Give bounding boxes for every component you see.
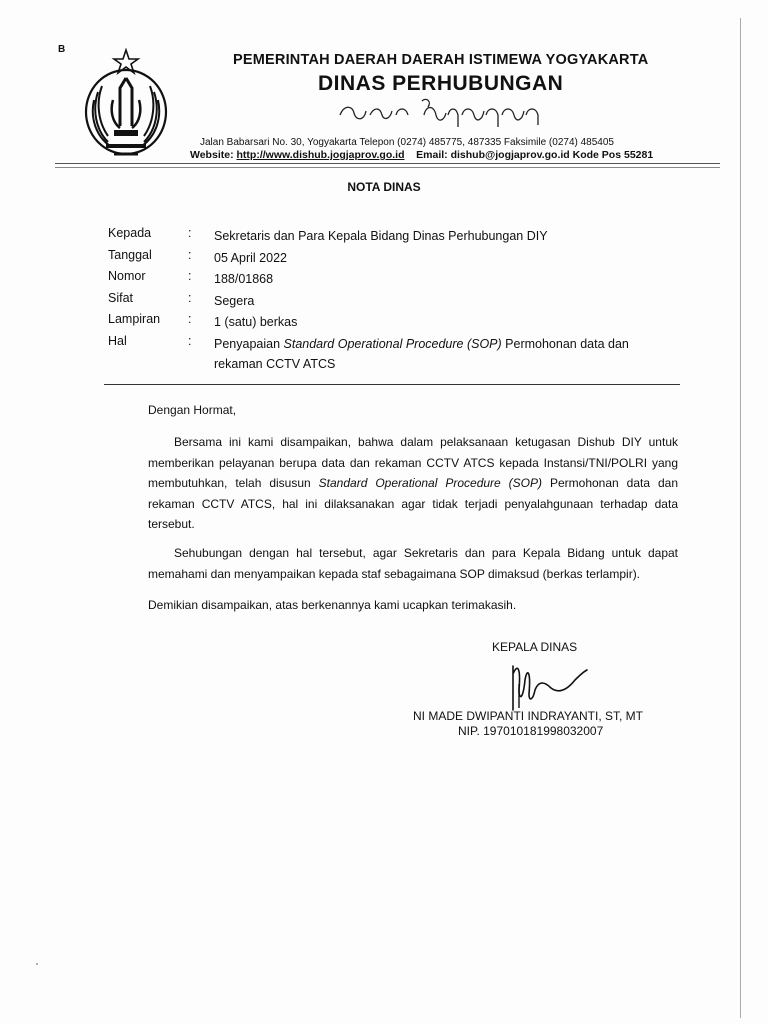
subject-italic: Standard Operational Procedure (SOP) bbox=[283, 336, 502, 351]
javanese-script-line bbox=[336, 97, 546, 131]
meta-colon: : bbox=[188, 247, 192, 262]
postcode: 55281 bbox=[624, 149, 654, 161]
meta-label: Tanggal bbox=[108, 247, 152, 262]
para1-italic: Standard Operational Procedure (SOP) bbox=[318, 476, 543, 490]
meta-colon: : bbox=[188, 269, 192, 283]
meta-colon: : bbox=[188, 290, 192, 305]
document-title: NOTA DINAS bbox=[347, 180, 421, 194]
postcode-label: Kode Pos bbox=[572, 149, 622, 161]
website-label: Website: bbox=[190, 149, 234, 161]
salutation: Dengan Hormat, bbox=[148, 403, 237, 417]
letterhead-divider bbox=[55, 163, 720, 164]
meta-colon: : bbox=[188, 226, 192, 240]
header-rule bbox=[104, 384, 680, 385]
meta-label: Sifat bbox=[108, 290, 134, 305]
meta-label: Hal bbox=[108, 333, 127, 348]
meta-value: Segera bbox=[214, 293, 255, 308]
subject-suffix: Permohonan data dan rekaman CCTV ATCS bbox=[214, 336, 629, 371]
government-name: PEMERINTAH DAERAH DAERAH ISTIMEWA YOGYAKARTA bbox=[233, 52, 649, 68]
email-address: dishub@jogjaprov.go.id bbox=[450, 149, 570, 161]
meta-label: Kepada bbox=[108, 226, 152, 240]
meta-value: 1 (satu) berkas bbox=[214, 315, 298, 329]
meta-colon: : bbox=[188, 333, 192, 348]
meta-value: 188/01868 bbox=[214, 272, 274, 286]
emblem-logo-icon bbox=[80, 48, 172, 160]
body-paragraph-2: Sehubungan dengan hal tersebut, agar Sekretaris dan para Kepala Bidang untuk dapat memahami dan menyampaikan kepada staf sebagaimana SOP dimaksud (berkas terlampir). bbox=[148, 546, 678, 581]
contact-line bbox=[190, 149, 653, 161]
closing-sentence: Demikian disampaikan, atas berkenannya kami ucapkan terimakasih. bbox=[148, 598, 517, 612]
signatory-nip: NIP. 197010181998032007 bbox=[458, 724, 604, 738]
meta-value-subject bbox=[214, 334, 654, 374]
subject-prefix: Penyapaian bbox=[214, 336, 284, 351]
para1-text: Bersama ini kami disampaikan, bahwa dalam pelaksanaan ketugasan Dishub DIY untuk memberikan pelayanan berupa data dan rekaman CCTV ATCS kepada Instansi/TNI/POLRI yang membutuhkan, telah disusun bbox=[148, 435, 678, 490]
meta-label: Nomor bbox=[108, 269, 146, 283]
handwritten-signature bbox=[505, 660, 593, 712]
corner-mark: B bbox=[58, 44, 66, 55]
scan-speck bbox=[36, 963, 38, 965]
website-link[interactable]: http://www.dishub.jogjaprov.go.id bbox=[236, 149, 405, 161]
signatory-title: KEPALA DINAS bbox=[492, 640, 578, 654]
department-name: DINAS PERHUBUNGAN bbox=[318, 72, 564, 95]
scan-edge-line bbox=[740, 18, 741, 1018]
meta-label: Lampiran bbox=[108, 312, 161, 326]
letterhead-divider-thin bbox=[55, 167, 720, 168]
email-label: Email: bbox=[416, 149, 448, 161]
meta-colon: : bbox=[188, 312, 192, 326]
meta-value: 05 April 2022 bbox=[214, 250, 287, 265]
body-paragraph-1 bbox=[148, 432, 678, 535]
para1-text-end: Permohonan data dan rekaman CCTV ATCS, hal ini dilaksanakan agar tidak terjadi penyalahgunaan terhadap data tersebut. bbox=[148, 476, 679, 531]
meta-value: Sekretaris dan Para Kepala Bidang Dinas Perhubungan DIY bbox=[214, 229, 548, 243]
signatory-name: NI MADE DWIPANTI INDRAYANTI, ST, MT bbox=[413, 709, 644, 723]
address-line: Jalan Babarsari No. 30, Yogyakarta Telepon (0274) 485775, 487335 Faksimile (0274) 485405 bbox=[200, 137, 614, 148]
